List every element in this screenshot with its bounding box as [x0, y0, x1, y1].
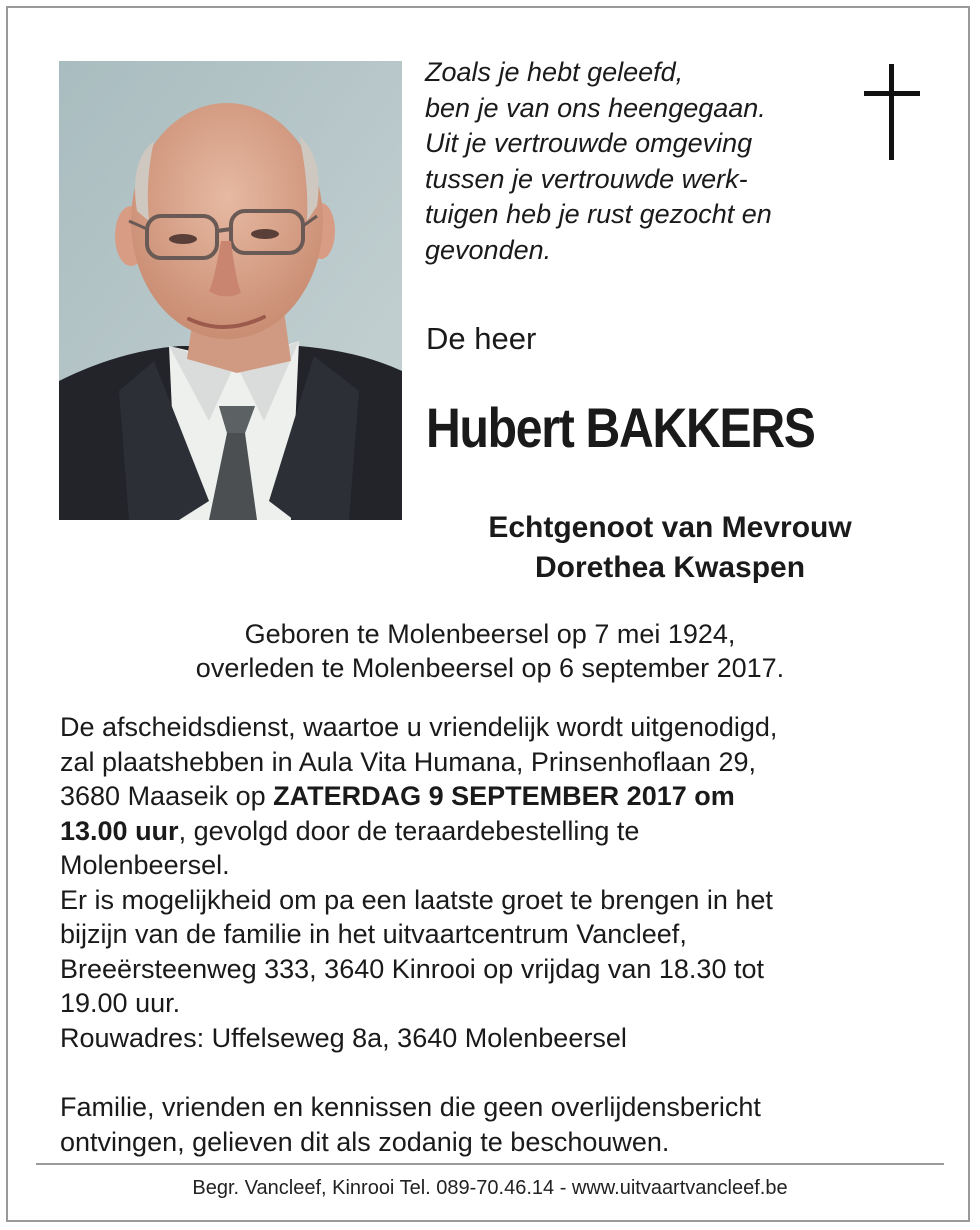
- spouse-line-2: Dorethea Kwaspen: [534, 551, 806, 584]
- service-line: De afscheidsdienst, waartoe u vriendelijk wordt uitgenodigd,: [60, 712, 778, 742]
- mourning-address: Rouwadres: Uffelseweg 8a, 3640 Molenbeersel: [60, 1022, 627, 1053]
- poem-line: gevonden.: [425, 234, 552, 265]
- poem-line: tuigen heb je rust gezocht en: [425, 199, 772, 230]
- service-line: [60, 814, 940, 849]
- service-line: bijzijn van de familie in het uitvaartcentrum Vancleef,: [60, 919, 687, 949]
- death-line: overleden te Molenbeersel op 6 september 2017.: [195, 653, 785, 683]
- service-text: , gevolgd door de teraardebestelling te: [178, 815, 640, 846]
- closing-line: ontvingen, gelieven dit als zodanig te beschouwen.: [60, 1126, 670, 1157]
- footer-divider: [36, 1163, 944, 1165]
- poem-line: ben je van ons heengegaan.: [425, 92, 766, 123]
- service-line: 19.00 uur.: [60, 988, 181, 1018]
- salutation: De heer: [426, 321, 537, 356]
- service-details: [60, 710, 940, 1055]
- service-line: Molenbeersel.: [60, 850, 230, 880]
- closing-line: Familie, vrienden en kennissen die geen overlijdensbericht: [60, 1092, 761, 1122]
- poem-line: tussen je vertrouwde werk-: [425, 163, 748, 194]
- birth-line: Geboren te Molenbeersel op 7 mei 1924,: [244, 619, 736, 649]
- poem-line: Uit je vertrouwde omgeving: [425, 128, 753, 159]
- poem: [425, 55, 845, 269]
- portrait-photo: [59, 61, 402, 520]
- life-dates: [60, 617, 920, 685]
- poem-line: Zoals je hebt geleefd,: [425, 57, 684, 87]
- service-date-bold: ZATERDAG 9 SEPTEMBER 2017 om: [273, 781, 735, 811]
- closing-note: [60, 1090, 940, 1159]
- service-line: Breeërsteenweg 333, 3640 Kinrooi op vrijdag van 18.30 tot: [60, 953, 764, 984]
- service-text: 3680 Maaseik op: [60, 781, 274, 811]
- funeral-home-footer: Begr. Vancleef, Kinrooi Tel. 089-70.46.14 - www.uitvaartvancleef.be: [192, 1177, 788, 1199]
- service-time-bold: 13.00 uur: [60, 815, 179, 846]
- deceased-name: Hubert BAKKERS: [426, 396, 815, 459]
- spouse-info: [420, 508, 920, 588]
- spouse-line-1: Echtgenoot van Mevrouw: [488, 511, 852, 544]
- service-line: zal plaatshebben in Aula Vita Humana, Prinsenhoflaan 29,: [60, 746, 756, 777]
- service-line: Er is mogelijkheid om pa een laatste groet te brengen in het: [60, 884, 773, 915]
- portrait-illustration: [59, 61, 402, 520]
- service-line: [60, 779, 940, 814]
- latin-cross-icon: [864, 64, 920, 160]
